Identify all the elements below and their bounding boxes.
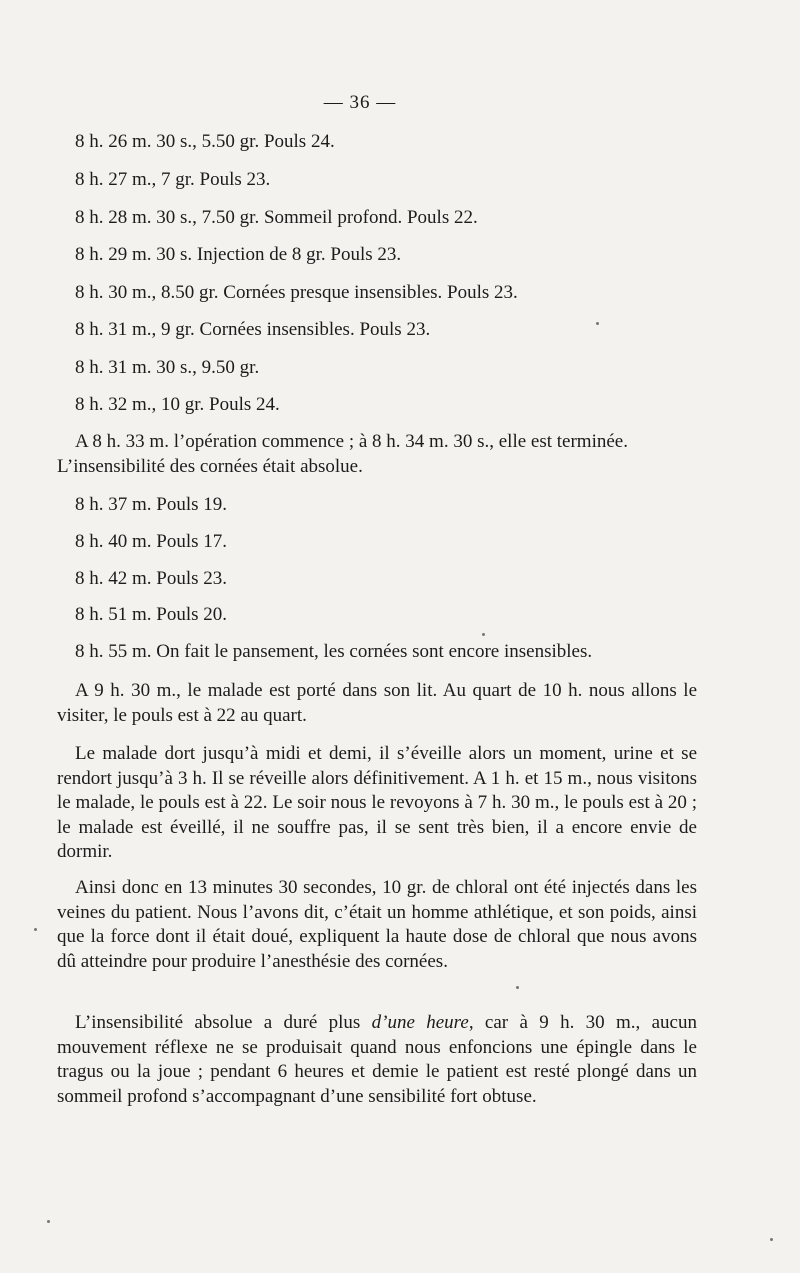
paragraph-text: Ainsi donc en 13 minutes 30 secondes, 10 gr. de chloral ont été injectés dans les veines du patient. Nous l’avons dit, c’était un homme athlétique, et son poids, ainsi que la force dont il était doué, expliquent la haute dose de chloral que nous avons dû atteindre pour produire l’anesthésie des cornées. [57, 877, 697, 972]
paragraph-text: Le malade dort jusqu’à midi et demi, il s’éveille alors un moment, urine et se rendort jusqu’à 3 h. Il se réveille alors définitivement. A 1 h. et 15 m., nous visitons le malade, le pouls est à 22. Le soir nous le revoyons à 7 h. 30 m., le pouls est à 20 ; le malade est éveillé, il ne souffre pas, il se sent très bien, il a encore envie de dormir. [57, 743, 697, 862]
log-entry: 8 h. 31 m., 9 gr. Cornées insensibles. Pouls 23. [75, 319, 431, 340]
log-entry: 8 h. 30 m., 8.50 gr. Cornées presque insensibles. Pouls 23. [75, 282, 518, 303]
paper-speck [34, 928, 37, 931]
paper-speck [482, 633, 485, 636]
paper-speck [770, 1238, 773, 1241]
paper-speck [516, 986, 519, 989]
paper-speck [596, 322, 599, 325]
log-entry: 8 h. 31 m. 30 s., 9.50 gr. [75, 357, 260, 378]
paragraph [57, 1011, 697, 1109]
log-entry: 8 h. 40 m. Pouls 17. [75, 531, 228, 552]
emphasis-text: d’une heure [371, 1012, 469, 1033]
log-entry: 8 h. 37 m. Pouls 19. [75, 494, 228, 515]
log-entry: 8 h. 28 m. 30 s., 7.50 gr. Sommeil profond. Pouls 22. [75, 207, 478, 228]
paragraph [57, 679, 697, 728]
operation-line: A 8 h. 33 m. l’opération commence ; à 8 h. 34 m. 30 s., elle est terminée. [75, 431, 628, 452]
paragraph-text: , car à 9 h. 30 m., aucun mouvement réflexe ne se produisait quand nous enfoncions une épingle dans le tragus ou la joue ; pendant 6 heures et demie le patient est resté plongé dans un sommeil profond s’accompagnant d’une sensibilité fort obtuse. [57, 1012, 697, 1107]
log-entry: 8 h. 51 m. Pouls 20. [75, 604, 228, 625]
paragraph-text: A 9 h. 30 m., le malade est porté dans son lit. Au quart de 10 h. nous allons le visiter, le pouls est à 22 au quart. [57, 680, 697, 726]
log-entry: 8 h. 29 m. 30 s. Injection de 8 gr. Pouls 23. [75, 244, 402, 265]
paragraph-text: L’insensibilité absolue a duré plus [75, 1012, 372, 1033]
log-entry: 8 h. 26 m. 30 s., 5.50 gr. Pouls 24. [75, 131, 335, 152]
log-entry: 8 h. 27 m., 7 gr. Pouls 23. [75, 169, 271, 190]
page-number: — 36 — [323, 92, 397, 113]
log-entry: 8 h. 42 m. Pouls 23. [75, 568, 228, 589]
log-entry: 8 h. 55 m. On fait le pansement, les cornées sont encore insensibles. [75, 641, 593, 662]
operation-line: L’insensibilité des cornées était absolue. [57, 456, 363, 477]
paper-speck [47, 1220, 50, 1223]
paragraph [57, 876, 697, 974]
log-entry: 8 h. 32 m., 10 gr. Pouls 24. [75, 394, 280, 415]
paragraph [57, 742, 697, 865]
